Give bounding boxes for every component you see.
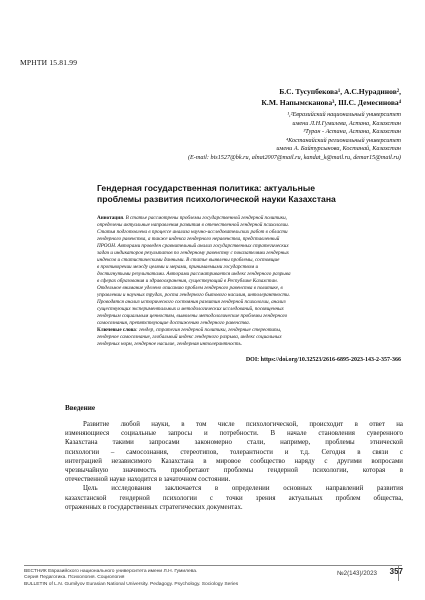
body-line: изменяющиеся социальные запросы и потребности. В начале становления суверенного (65, 430, 403, 438)
abstract-line (97, 215, 403, 222)
abstract-text: . В статье рассмотрены проблемы государственной гендерной политики, (123, 215, 287, 221)
authors-line: Б.С. Тусупбекова¹, А.С.Нурадинов², (279, 87, 401, 96)
body-line: отечественной науке находится в зачаточном состоянии. (65, 476, 231, 484)
footer-line: Серия Педагогика. Психология. Социология (24, 575, 125, 581)
body-line: Развитие любой науки, в том числе психологической, происходит в ответ на (83, 421, 403, 428)
abstract-line: индексов и статистическими данными. В статье выявлены проблемы, состоящие (97, 257, 280, 264)
body-text (65, 420, 403, 512)
title-line: Гендерная государственная политика: актуальные (97, 183, 315, 193)
body-line: чрезвычайную значимость приобретают проблемы гендерной психологии, которая в (65, 467, 403, 475)
body-line: Казахстана такими запросами закономерно стали, например, проблемы этнической (65, 439, 403, 447)
keywords-line (97, 327, 403, 334)
authors-block (151, 86, 401, 108)
abstract-line: самосознания, препятствующие достижению гендерного равенства. (97, 320, 251, 327)
affiliation-email-line: (E-mail: bis1527@bk.ru, alnat2007@mail.ru, kandat_k@mail.ru, demar15@mail.ru) (187, 153, 401, 161)
abstract-line: гендерного равенства, а также индекса гендерного неравенства, представленный (97, 236, 280, 243)
article-title (97, 183, 397, 205)
footer-line: ВЕСТНИК Евразийского национального университета имени Л.Н. Гумилева. (24, 569, 198, 574)
body-line: отраженных в государственных стратегических документах. (65, 503, 243, 511)
body-line: интеграцией независимого Казахстана в мировое сообщество наряду с другими вопросами (65, 457, 403, 465)
keywords-line: гендерное самосознание, глобальный индекс гендерного разрыва, индекс социальных (97, 334, 282, 341)
abstract-block (97, 215, 403, 348)
keywords-line: гендерных норм, гендерное насилие, гендерная интолерантность. (97, 341, 243, 348)
abstract-line: управлении и научных трудах, роста гендерного бытового насилия, интолерантности. (97, 292, 290, 299)
page-number: 357 (389, 567, 403, 576)
affiliations-block (151, 111, 401, 163)
abstract-line: существующих экспериментальных и методологических исследований, посвященных (97, 306, 284, 313)
abstract-label: Аннотация (97, 215, 124, 221)
title-line: проблемы развития психологической науки Казахстана (97, 194, 336, 204)
abstract-line: ПРООН. Авторами проведен сравнительный анализ государственных стратегических (97, 243, 289, 250)
keywords-label: Ключевые слова (97, 327, 136, 334)
affiliation-line: имени А. Байтурсынова, Костанай, Казахстан (276, 145, 401, 153)
affiliation-line: ³Туран - Астана, Астана, Казахстан (303, 128, 401, 136)
keywords-text: : гендер, стратегия гендерной политики, гендерные стереотипы, (135, 327, 282, 334)
section-heading-introduction: Введение (65, 404, 96, 412)
affiliation-line: ⁴Костанайский региональный университет (285, 136, 401, 144)
abstract-line: в противоречии между целями и мерами, принимаемыми государством и (97, 264, 259, 271)
abstract-line: достигнутыми результатами. Авторами рассматривается индекс гендерного разрыва (97, 271, 291, 278)
abstract-line: задач и индикаторов результатов по гендерному равенству с показателями гендерных (97, 250, 289, 257)
body-line: казахстанской гендерной психологии с точки зрения актуальных проблем общества, (65, 494, 403, 502)
doi-link[interactable]: DOI: https://doi.org/10.32523/2616-6895-2023-143-2-357-366 (245, 357, 401, 363)
abstract-line: Статья подготовлена в процессе анализа научно-исследовательских работ в области (97, 229, 288, 236)
footer-line: BULLETIN of L.N. Gumilyov Eurasian National University. Pedagogy. Psychology. Sociology Series (24, 581, 239, 587)
body-line: Цель исследования заключается в определении основных направлений развития (83, 485, 403, 493)
affiliation-line: ¹,²Евразийский национальный университет (287, 111, 401, 118)
abstract-line: Отдельное внимание уделено описанию проблем гендерного равенства в политике, в (97, 285, 283, 292)
issue-number: №2(143)/2023 (336, 570, 377, 577)
abstract-line: гендерным социальным ценностям, выявлены методологические проблемы гендерного (97, 313, 288, 320)
body-line: психологии – самосознания, стереотипов, толерантности и т.д. Сегодня в связи с (65, 448, 403, 456)
affiliation-line: имени Л.Н.Гумилева, Астана, Казахстан (292, 119, 401, 127)
abstract-line: в сферах образования и здравоохранения, существующий в Республике Казахстан. (97, 278, 278, 285)
abstract-line: определены актуальные направления развития в отечественной гендерной психологии. (97, 222, 289, 229)
abstract-line: Проводятся анализ исторического состояния развития гендерной психологии, анализ (97, 299, 286, 306)
mrnti-code: МРНТИ 15.81.99 (20, 58, 78, 67)
authors-line: К.М. Напымсканова³, Ш.С. Демесинова⁴ (261, 98, 401, 107)
